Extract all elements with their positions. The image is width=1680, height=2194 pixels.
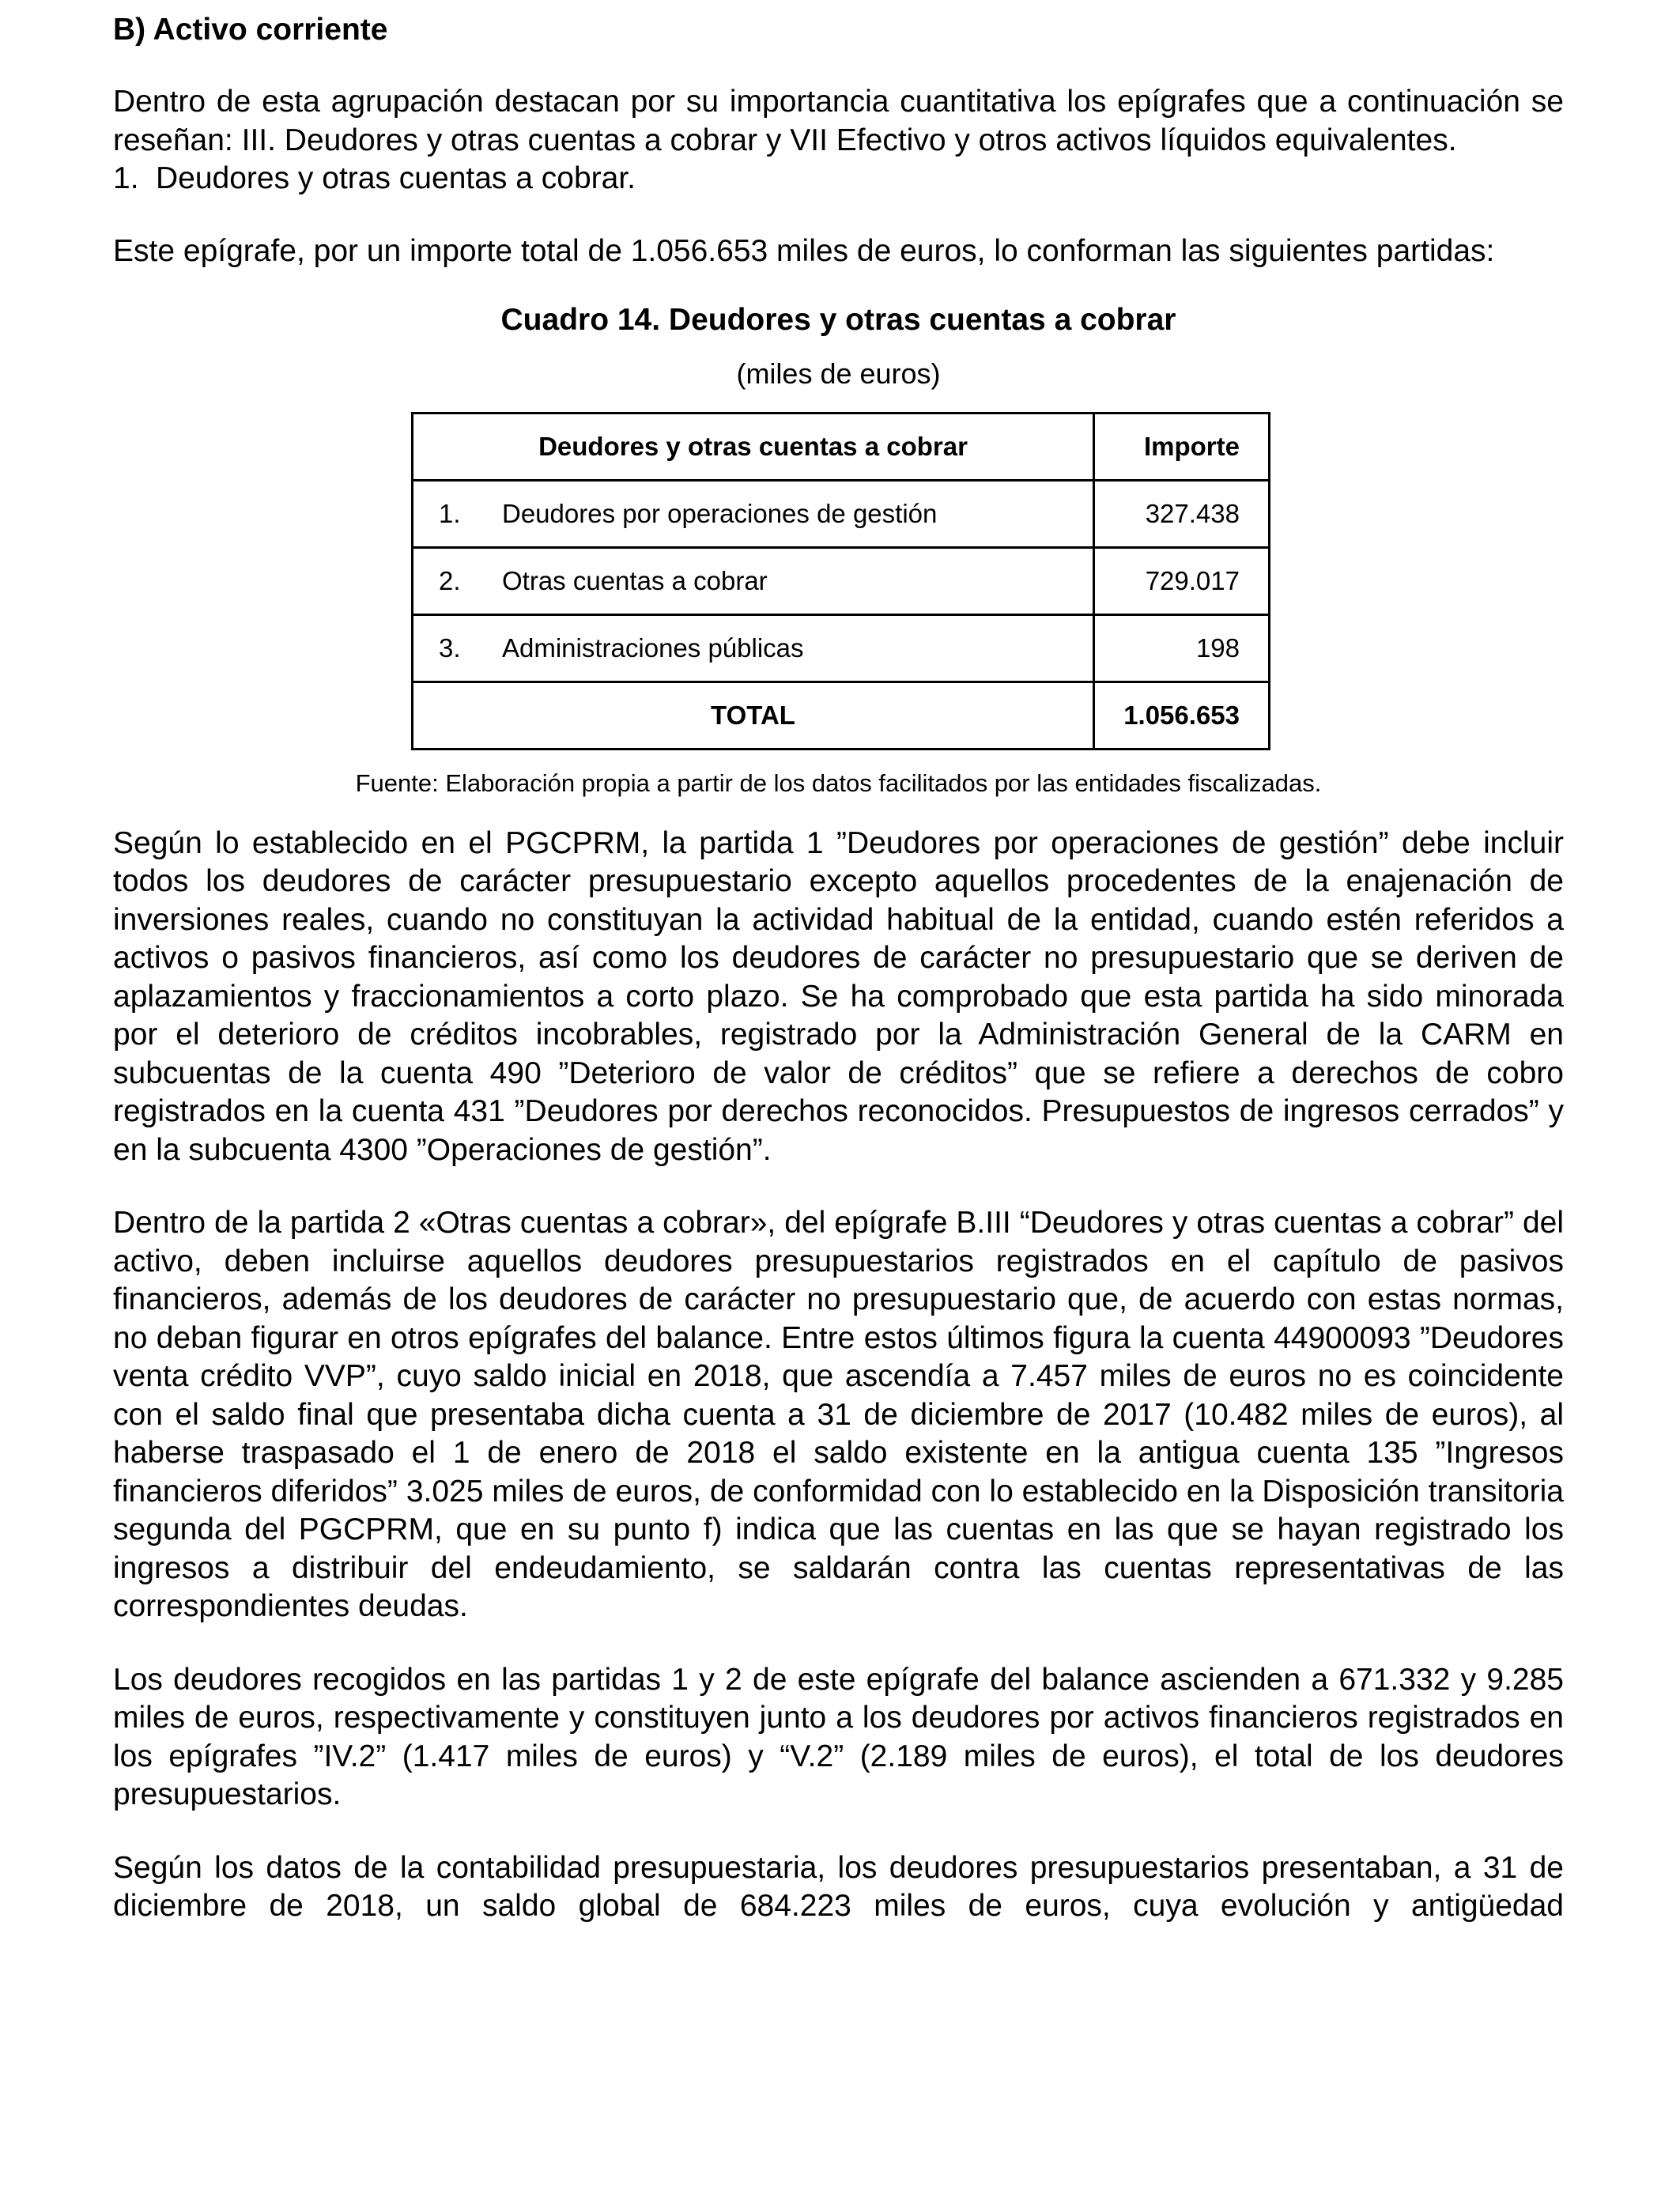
debtors-table xyxy=(411,412,1270,750)
row-amount: 198 xyxy=(1094,614,1270,682)
header-concept: Deudores y otras cuentas a cobrar xyxy=(413,413,1094,480)
row-amount: 327.438 xyxy=(1094,480,1270,547)
table-subtitle: (miles de euros) xyxy=(736,357,941,390)
table-row xyxy=(413,547,1270,614)
table-total-row xyxy=(413,682,1270,749)
section-heading: B) Activo corriente xyxy=(113,13,388,47)
table-header-row xyxy=(413,413,1270,480)
body-paragraph-1: Según lo establecido en el PGCPRM, la partida 1 ”Deudores por operaciones de gestión” debe incluir todos los deudores de carácter presupuestario excepto aquellos procedentes de la enajenación de inversiones reales, cuando no constituyan la actividad habitual de la entidad, cuando estén referidos a activos o pasivos financieros, así como los deudores de carácter no presupuestario que se deriven de aplazamientos y fraccionamientos a corto plazo. Se ha comprobado que esta partida ha sido minorada por el deterioro de créditos incobrables, registrado por la Administración General de la CARM en subcuentas de la cuenta 490 ”Deterioro de valor de créditos” que se refiere a derechos de cobro registrados en la cuenta 431 ”Deudores por derechos reconocidos. Presupuestos de ingresos cerrados” y en la subcuenta 4300 ”Operaciones de gestión”. xyxy=(113,825,1564,1167)
row-number: 2. xyxy=(439,565,461,595)
row-label-cell xyxy=(413,614,1094,682)
epigrafe-paragraph: Este epígrafe, por un importe total de 1.056.653 miles de euros, lo conforman las siguientes partidas: xyxy=(113,234,1495,268)
numbered-subheading xyxy=(113,160,1564,198)
row-number: 1. xyxy=(439,498,461,528)
document-page xyxy=(113,11,1564,1926)
table-title: Cuadro 14. Deudores y otras cuentas a cobrar xyxy=(500,302,1176,337)
header-amount: Importe xyxy=(1094,413,1270,480)
row-label: Otras cuentas a cobrar xyxy=(502,565,768,595)
row-number: 3. xyxy=(439,633,461,663)
body-paragraph-4: Según los datos de la contabilidad presupuestaria, los deudores presupuestarios presentaban, a 31 de diciembre de 2018, un saldo global de 684.223 miles de euros, cuya evolución y antigüedad xyxy=(113,1850,1564,1923)
subheading-number: 1. xyxy=(113,161,139,195)
total-amount: 1.056.653 xyxy=(1094,682,1270,749)
intro-paragraph: Dentro de esta agrupación destacan por su importancia cuantitativa los epígrafes que a continuación se reseñan: III. Deudores y otras cuentas a cobrar y VII Efectivo y otros activos líquidos equivalentes. xyxy=(113,85,1564,157)
row-label: Administraciones públicas xyxy=(502,633,804,663)
table-source-note: Fuente: Elaboración propia a partir de los datos facilitados por las entidades fiscalizadas. xyxy=(355,768,1322,797)
total-label: TOTAL xyxy=(413,682,1094,749)
table-row xyxy=(413,480,1270,547)
row-amount: 729.017 xyxy=(1094,547,1270,614)
body-paragraph-3: Los deudores recogidos en las partidas 1 y 2 de este epígrafe del balance ascienden a 671.332 y 9.285 miles de euros, respectivamente y constituyen junto a los deudores por activos financieros registrados en los epígrafes ”IV.2” (1.417 miles de euros) y “V.2” (2.189 miles de euros), el total de los deudores presupuestarios. xyxy=(113,1662,1564,1811)
subheading-title: Deudores y otras cuentas a cobrar. xyxy=(156,161,636,195)
row-label-cell xyxy=(413,547,1094,614)
table-row xyxy=(413,614,1270,682)
row-label-cell xyxy=(413,480,1094,547)
row-label: Deudores por operaciones de gestión xyxy=(502,498,938,528)
body-paragraph-2: Dentro de la partida 2 «Otras cuentas a cobrar», del epígrafe B.III “Deudores y otras cuentas a cobrar” del activo, deben incluirse aquellos deudores presupuestarios registrados en el capítulo de pasivos financieros, además de los deudores de carácter no presupuestario que, de acuerdo con estas normas, no deban figurar en otros epígrafes del balance. Entre estos últimos figura la cuenta 44900093 ”Deudores venta crédito VVP”, cuyo saldo inicial en 2018, que ascendía a 7.457 miles de euros no es coincidente con el saldo final que presentaba dicha cuenta a 31 de diciembre de 2017 (10.482 miles de euros), al haberse traspasado el 1 de enero de 2018 el saldo existente en la antigua cuenta 135 ”Ingresos financieros diferidos” 3.025 miles de euros, de conformidad con lo establecido en la Disposición transitoria segunda del PGCPRM, que en su punto f) indica que las cuentas en las que se hayan registrado los ingresos a distribuir del endeudamiento, se saldarán contra las cuentas representativas de las correspondientes deudas. xyxy=(113,1206,1564,1623)
